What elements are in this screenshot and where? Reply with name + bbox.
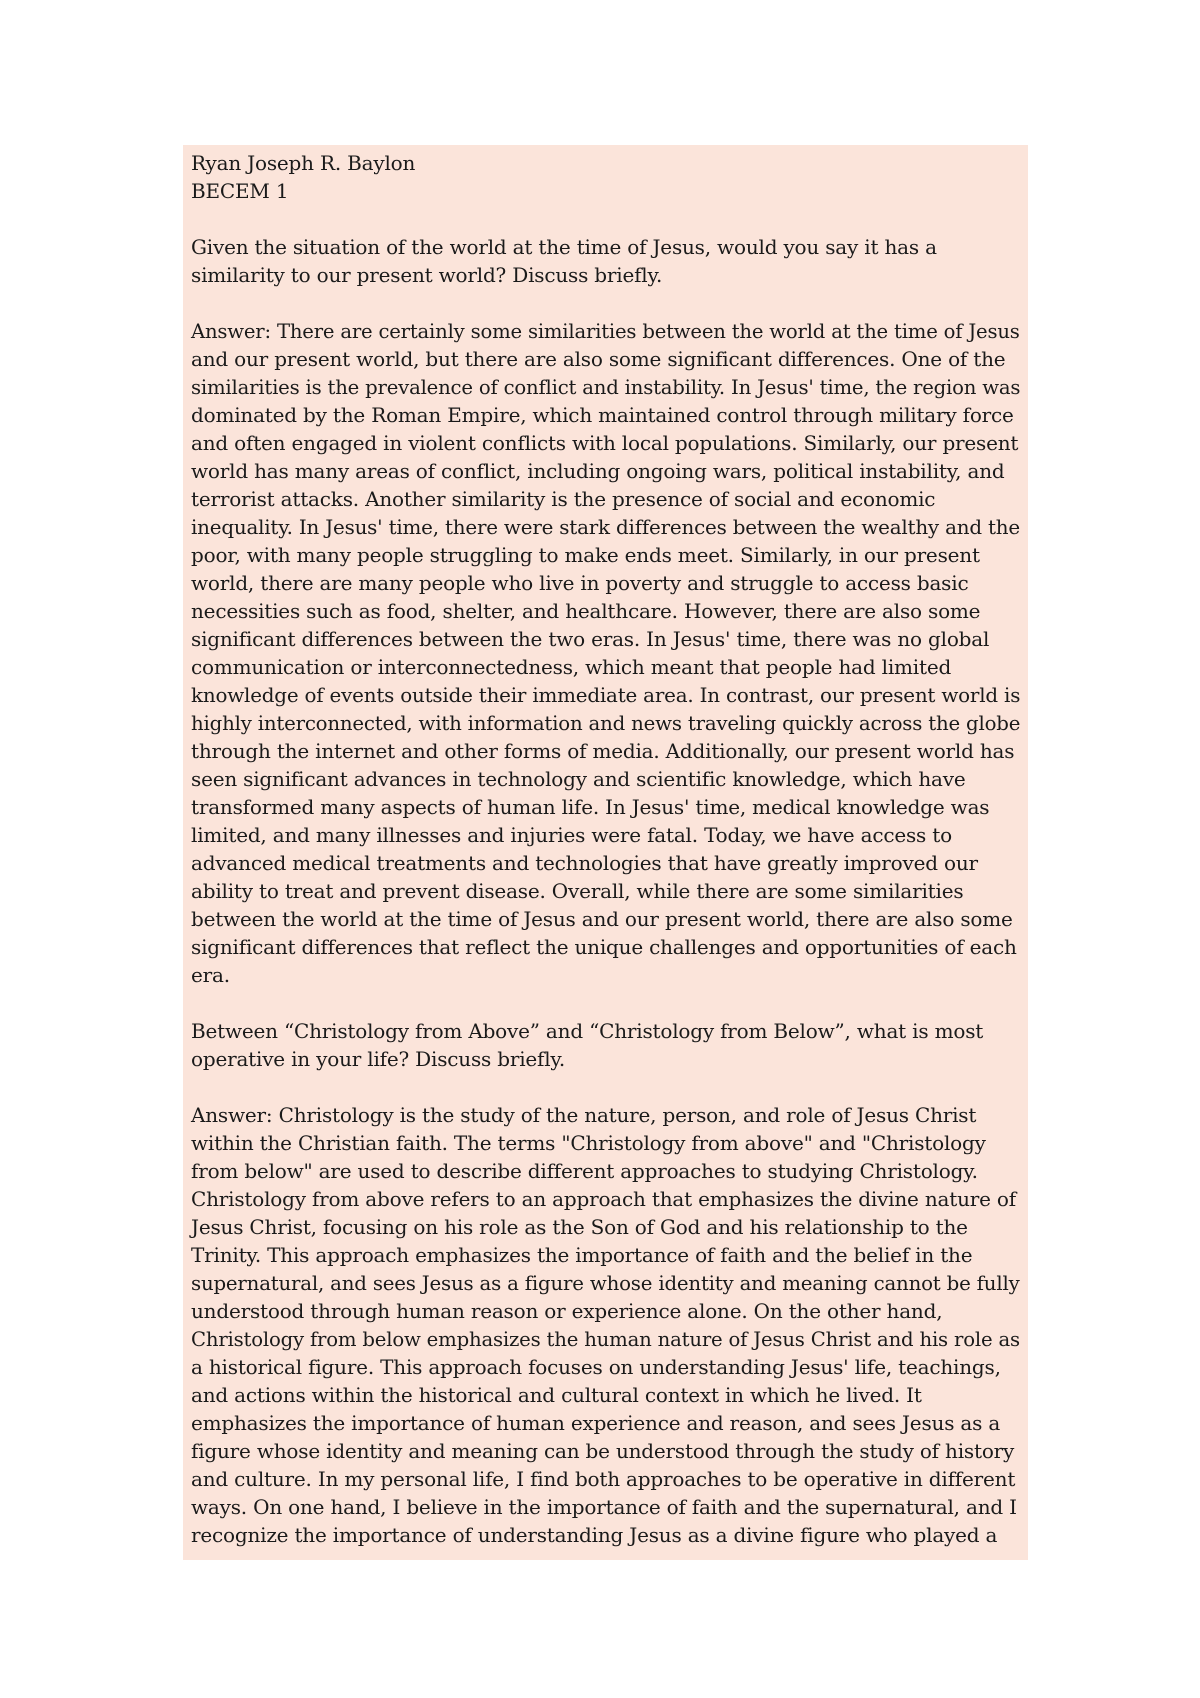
answer-2-line: a historical figure. This approach focuses on understanding Jesus' life, teachings, xyxy=(191,1355,1001,1379)
answer-2-line: emphasizes the importance of human experience and reason, and sees Jesus as a xyxy=(191,1411,1001,1435)
answer-1-line: through the internet and other forms of media. Additionally, our present world has xyxy=(191,739,1015,763)
paragraph-gap xyxy=(191,989,1020,1017)
answer-1-line: advanced medical treatments and technologies that have greatly improved our xyxy=(191,851,978,875)
answer-1-line: significant differences that reflect the unique challenges and opportunities of each xyxy=(191,935,1017,959)
question-2 xyxy=(191,1017,1020,1073)
author-name: Ryan Joseph R. Baylon xyxy=(191,151,416,175)
question-1-line: similarity to our present world? Discuss briefly. xyxy=(191,263,663,287)
answer-1-line: dominated by the Roman Empire, which maintained control through military force xyxy=(191,403,1014,427)
answer-2-line: recognize the importance of understanding Jesus as a divine figure who played a xyxy=(191,1523,998,1547)
answer-2 xyxy=(191,1101,1020,1549)
answer-1-line: necessities such as food, shelter, and healthcare. However, there are also some xyxy=(191,599,981,623)
answer-1 xyxy=(191,317,1020,989)
answer-2-line: understood through human reason or experience alone. On the other hand, xyxy=(191,1299,943,1323)
answer-1-line: communication or interconnectedness, which meant that people had limited xyxy=(191,655,952,679)
answer-1-line: limited, and many illnesses and injuries were fatal. Today, we have access to xyxy=(191,823,952,847)
answer-1-line: transformed many aspects of human life. In Jesus' time, medical knowledge was xyxy=(191,795,990,819)
answer-1-line: era. xyxy=(191,963,230,987)
answer-2-line: and culture. In my personal life, I find both approaches to be operative in different xyxy=(191,1467,1016,1491)
answer-1-line: significant differences between the two eras. In Jesus' time, there was no global xyxy=(191,627,990,651)
answer-1-line: seen significant advances in technology and scientific knowledge, which have xyxy=(191,767,966,791)
answer-2-line: Jesus Christ, focusing on his role as the Son of God and his relationship to the xyxy=(191,1215,968,1239)
paragraph-gap xyxy=(191,205,1020,233)
answer-1-line: poor, with many people struggling to make ends meet. Similarly, in our present xyxy=(191,543,980,567)
answer-2-line: within the Christian faith. The terms "Christology from above" and "Christology xyxy=(191,1131,986,1155)
answer-1-line: world, there are many people who live in poverty and struggle to access basic xyxy=(191,571,969,595)
answer-2-line: Christology from below emphasizes the human nature of Jesus Christ and his role as xyxy=(191,1327,1020,1351)
answer-1-line: ability to treat and prevent disease. Overall, while there are some similarities xyxy=(191,879,964,903)
question-1-line: Given the situation of the world at the time of Jesus, would you say it has a xyxy=(191,235,937,259)
text-block xyxy=(183,145,1028,1560)
answer-1-line: and often engaged in violent conflicts with local populations. Similarly, our present xyxy=(191,431,1019,455)
question-2-line: Between “Christology from Above” and “Christology from Below”, what is most xyxy=(191,1019,984,1043)
answer-1-line: inequality. In Jesus' time, there were stark differences between the wealthy and the xyxy=(191,515,1020,539)
paragraph-gap xyxy=(191,289,1020,317)
answer-1-line: between the world at the time of Jesus and our present world, there are also some xyxy=(191,907,1013,931)
answer-1-line: and our present world, but there are also some significant differences. One of the xyxy=(191,347,1006,371)
question-1 xyxy=(191,233,1020,289)
answer-2-line: Trinity. This approach emphasizes the importance of faith and the belief in the xyxy=(191,1243,973,1267)
answer-1-line: similarities is the prevalence of conflict and instability. In Jesus' time, the region was xyxy=(191,375,1021,399)
answer-1-line: highly interconnected, with information and news traveling quickly across the globe xyxy=(191,711,1021,735)
answer-2-line: supernatural, and sees Jesus as a figure whose identity and meaning cannot be fully xyxy=(191,1271,1020,1295)
question-2-line: operative in your life? Discuss briefly. xyxy=(191,1047,566,1071)
answer-2-line: Christology from above refers to an approach that emphasizes the divine nature of xyxy=(191,1187,1016,1211)
answer-2-line: ways. On one hand, I believe in the importance of faith and the supernatural, and I xyxy=(191,1495,1017,1519)
answer-1-line: terrorist attacks. Another similarity is the presence of social and economic xyxy=(191,487,936,511)
paragraph-gap xyxy=(191,1073,1020,1101)
answer-1-line: world has many areas of conflict, including ongoing wars, political instability, and xyxy=(191,459,1005,483)
answer-2-line: from below" are used to describe different approaches to studying Christology. xyxy=(191,1159,978,1183)
answer-2-line: and actions within the historical and cultural context in which he lived. It xyxy=(191,1383,922,1407)
answer-1-line: Answer: There are certainly some similarities between the world at the time of Jesus xyxy=(191,319,1020,343)
answer-2-line: Answer: Christology is the study of the nature, person, and role of Jesus Christ xyxy=(191,1103,977,1127)
course-code: BECEM 1 xyxy=(191,179,289,203)
answer-1-line: knowledge of events outside their immediate area. In contrast, our present world is xyxy=(191,683,1021,707)
answer-2-line: figure whose identity and meaning can be understood through the study of history xyxy=(191,1439,1015,1463)
